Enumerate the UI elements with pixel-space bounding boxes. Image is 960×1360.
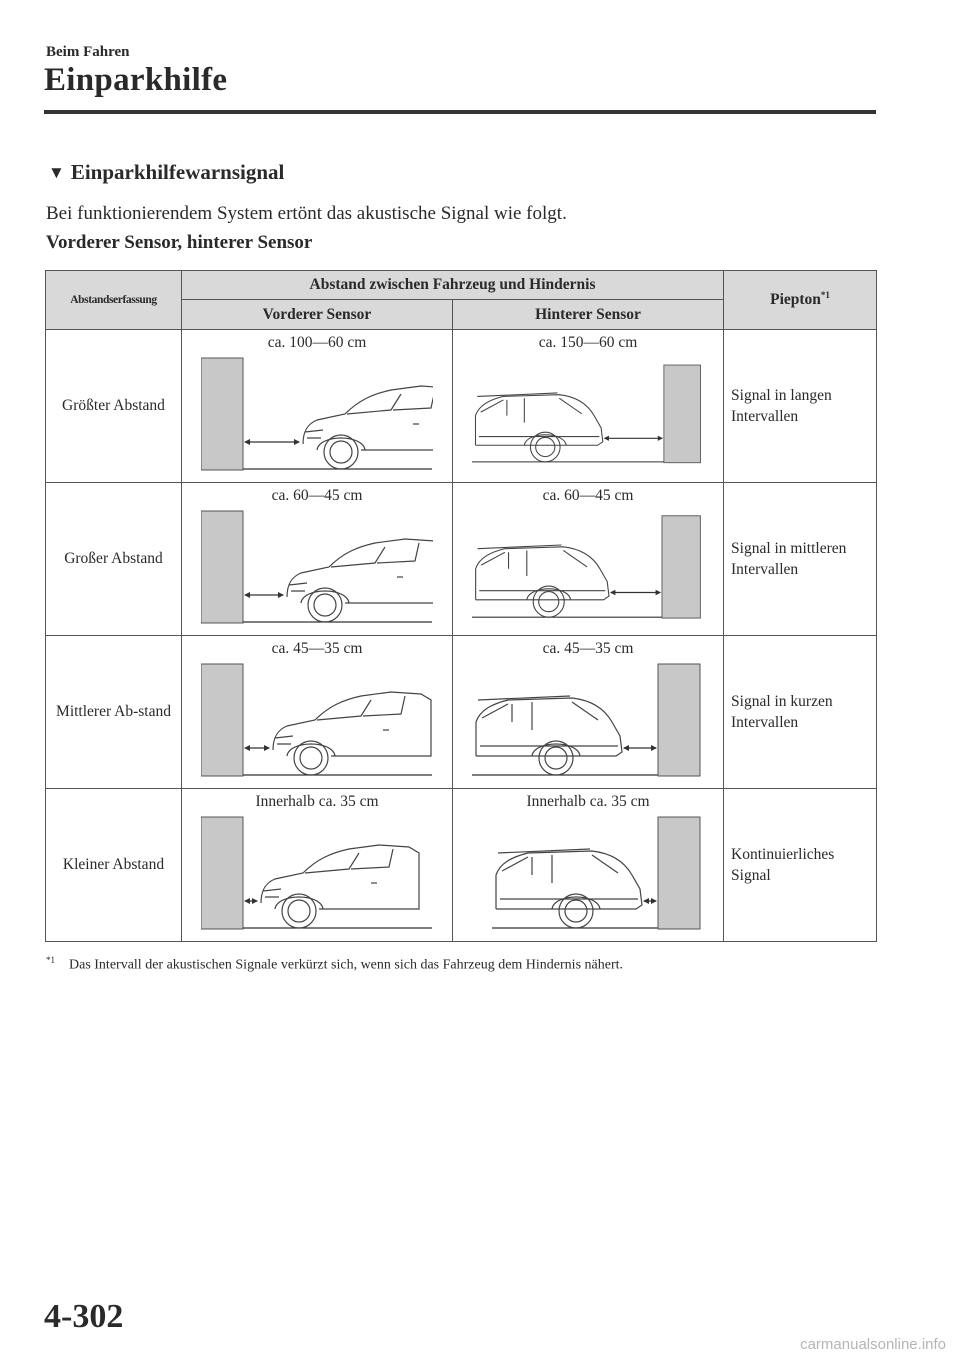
car-front-obstacle-icon [201, 660, 433, 778]
down-triangle-icon: ▼ [48, 163, 65, 182]
rear-distance: Innerhalb ca. 35 cm [526, 793, 650, 810]
table-row [46, 330, 877, 483]
front-sensor-cell [182, 483, 453, 636]
car-rear-obstacle-icon [472, 813, 704, 931]
rear-distance: ca. 45―35 cm [542, 640, 634, 657]
rear-sensor-cell [453, 330, 724, 483]
car-front-obstacle-icon [201, 813, 433, 931]
header-tone-label: Piepton [770, 291, 821, 309]
car-rear-obstacle-icon [472, 507, 704, 625]
tone-description: Signal in langen Intervallen [724, 330, 877, 483]
rear-distance: ca. 60―45 cm [542, 487, 634, 504]
front-distance: ca. 45―35 cm [271, 640, 363, 657]
car-front-obstacle-icon [201, 354, 433, 472]
rear-distance: ca. 150―60 cm [538, 334, 638, 351]
car-rear-obstacle-icon [472, 354, 704, 472]
title-rule [44, 110, 876, 114]
car-rear-obstacle-icon [472, 660, 704, 778]
header-detection: Abstandserfassung [46, 271, 182, 330]
section-heading [48, 160, 284, 185]
header-rear-sensor: Hinterer Sensor [453, 300, 724, 330]
page-title: Einparkhilfe [44, 62, 228, 98]
front-sensor-cell [182, 330, 453, 483]
chapter-label: Beim Fahren [46, 44, 130, 60]
header-distance-group: Abstand zwischen Fahrzeug und Hindernis [182, 271, 724, 300]
car-front-obstacle-icon [201, 507, 433, 625]
subheading: Vorderer Sensor, hinterer Sensor [46, 232, 313, 253]
front-distance: ca. 60―45 cm [271, 487, 363, 504]
intro-text: Bei funktionierendem System ertönt das akustische Signal wie folgt. [46, 203, 567, 224]
table-row [46, 483, 877, 636]
header-front-sensor: Vorderer Sensor [182, 300, 453, 330]
tone-description: Kontinuierliches Signal [724, 789, 877, 942]
distance-label: Großer Abstand [46, 483, 182, 636]
table-row [46, 636, 877, 789]
rear-sensor-cell [453, 789, 724, 942]
footnote-mark: *1 [46, 955, 55, 965]
tone-description: Signal in mittleren Intervallen [724, 483, 877, 636]
distance-label: Größter Abstand [46, 330, 182, 483]
front-distance: ca. 100―60 cm [267, 334, 367, 351]
front-sensor-cell [182, 636, 453, 789]
distance-label: Kleiner Abstand [46, 789, 182, 942]
front-sensor-cell [182, 789, 453, 942]
footnote-text: Das Intervall der akustischen Signale verkürzt sich, wenn sich das Fahrzeug dem Hindernis nähert. [69, 957, 623, 973]
footnote [46, 955, 876, 974]
tone-description: Signal in kurzen Intervallen [724, 636, 877, 789]
rear-sensor-cell [453, 483, 724, 636]
section-title: Einparkhilfewarnsignal [70, 160, 285, 184]
header-tone [724, 271, 877, 330]
page-number: 4-302 [44, 1298, 124, 1335]
distance-label: Mittlerer Ab-stand [46, 636, 182, 789]
watermark: carmanualsonline.info [800, 1336, 946, 1353]
footnote-ref: *1 [820, 290, 830, 301]
front-distance: Innerhalb ca. 35 cm [255, 793, 379, 810]
table-row [46, 789, 877, 942]
parking-sensor-table [45, 270, 877, 942]
rear-sensor-cell [453, 636, 724, 789]
